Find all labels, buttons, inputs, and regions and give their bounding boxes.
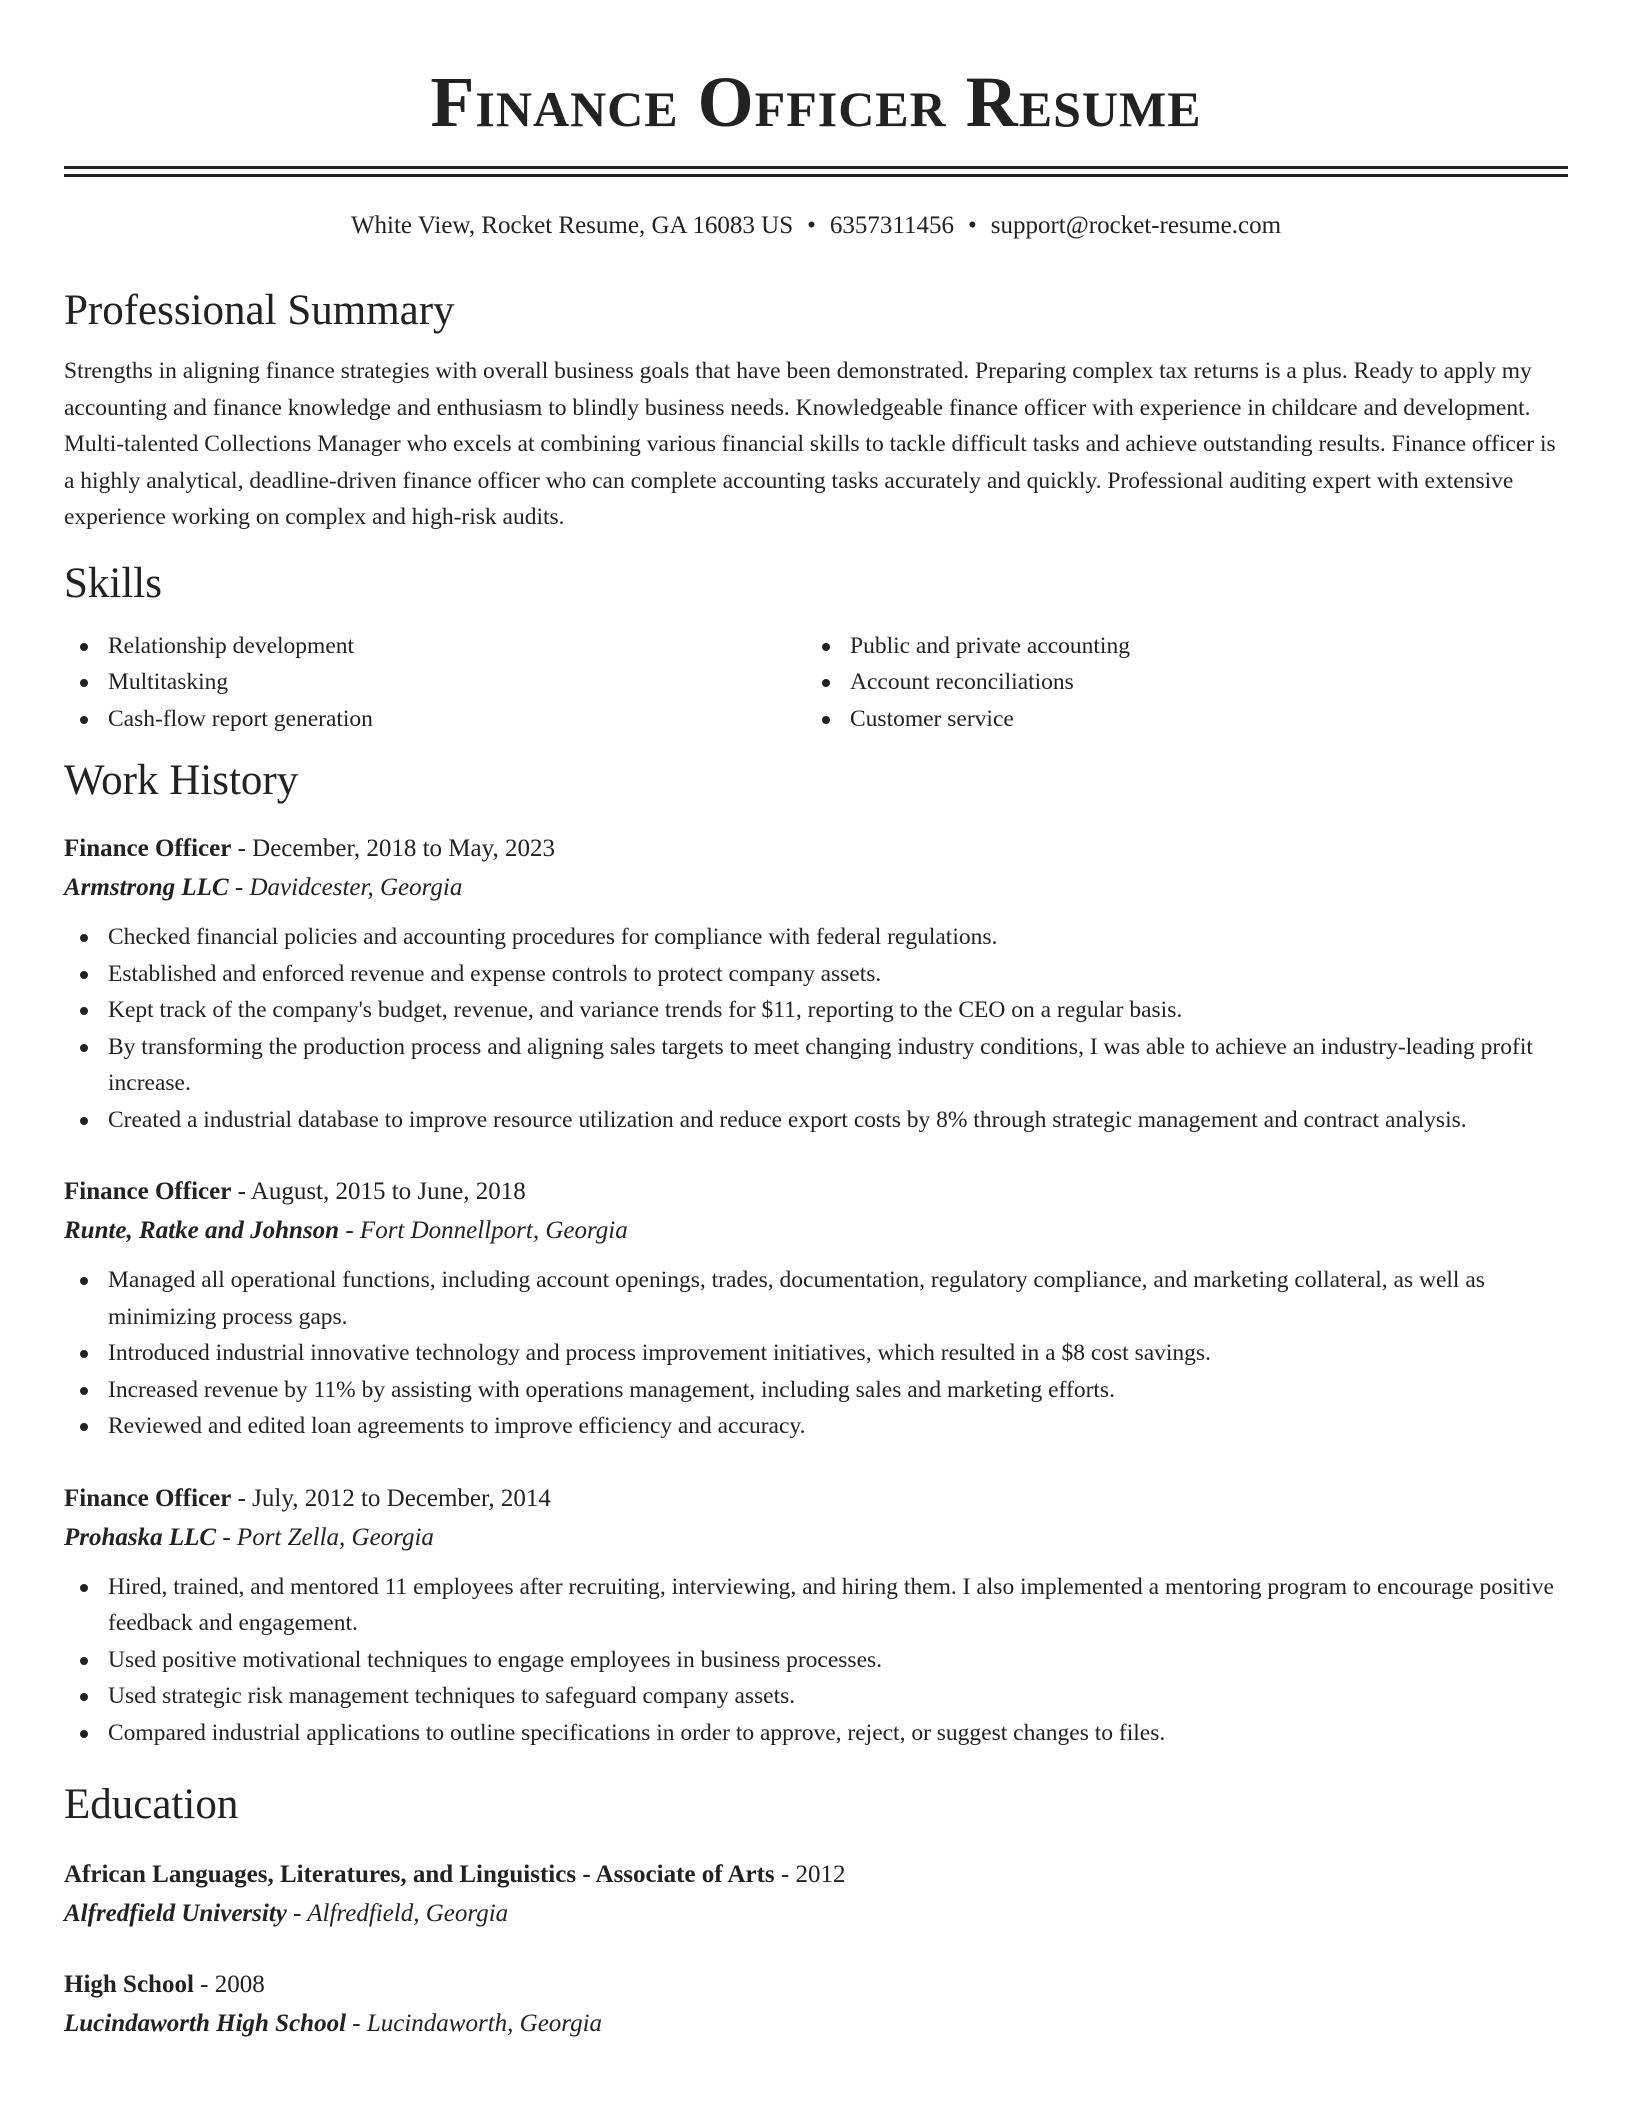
job-entry xyxy=(64,1172,1568,1445)
skills-column-left xyxy=(64,628,806,738)
contact-separator: • xyxy=(967,212,977,239)
job-title: Finance Officer xyxy=(64,1484,232,1512)
school-name: Lucindaworth High School xyxy=(64,2010,347,2037)
school-line xyxy=(64,2005,1568,2043)
degree-line xyxy=(64,1965,1568,2005)
company-line xyxy=(64,1212,1568,1250)
job-bullet: Used positive motivational techniques to engage employees in business processes. xyxy=(64,1642,1568,1679)
degree-year: - 2008 xyxy=(193,1971,265,1998)
degree: African Languages, Literatures, and Linguistics - Associate of Arts xyxy=(64,1861,775,1888)
degree-year: - 2012 xyxy=(774,1861,846,1888)
company-location: - Davidcester, Georgia xyxy=(228,874,463,901)
skills-list xyxy=(64,628,1568,738)
job-bullet: Managed all operational functions, including account openings, trades, documentation, regulatory compliance, and marketing collateral, as well as minimizing process gaps. xyxy=(64,1262,1568,1335)
job-bullet: Hired, trained, and mentored 11 employees after recruiting, interviewing, and hiring them. I also implemented a mentoring program to encourage positive feedback and engagement. xyxy=(64,1569,1568,1642)
school-location: - Lucindaworth, Georgia xyxy=(346,2010,603,2037)
job-entry xyxy=(64,829,1568,1138)
job-bullet: Created a industrial database to improve resource utilization and reduce export costs by 8% through strategic management and contract analysis. xyxy=(64,1102,1568,1139)
contact-phone: 6357311456 xyxy=(829,212,954,239)
skill-item: Public and private accounting xyxy=(806,628,1548,665)
job-bullets xyxy=(64,1262,1568,1445)
degree: High School xyxy=(64,1971,194,1998)
contact-email: support@rocket-resume.com xyxy=(990,212,1282,239)
job-bullet: Increased revenue by 11% by assisting with operations management, including sales and marketing efforts. xyxy=(64,1372,1568,1409)
degree-line xyxy=(64,1855,1568,1895)
summary-heading: Professional Summary xyxy=(64,287,455,334)
school-name: Alfredfield University xyxy=(64,1900,287,1927)
education-entry xyxy=(64,1855,1568,1933)
school-location: - Alfredfield, Georgia xyxy=(286,1900,509,1927)
job-title: Finance Officer xyxy=(64,1178,232,1205)
skill-item: Account reconciliations xyxy=(806,664,1548,701)
contact-separator: • xyxy=(807,212,816,239)
company-name: Prohaska LLC xyxy=(64,1523,217,1551)
job-title: Finance Officer xyxy=(64,835,232,862)
job-bullet: Kept track of the company's budget, revenue, and variance trends for $11, reporting to the CEO on a regular basis. xyxy=(64,992,1568,1029)
job-title-line xyxy=(64,829,1568,869)
education-heading: Education xyxy=(64,1781,239,1828)
summary-text: Strengths in aligning finance strategies with overall business goals that have been demonstrated. Preparing complex tax returns is a plus. Ready to apply my accounting and finance knowledge and enthusiasm to blindly business needs. Knowledgeable finance officer with experience in childcare and development. Multi-talented Collections Manager who excels at combining various financial skills to tackle difficult tasks and achieve outstanding results. Finance officer is a highly analytical, deadline-driven finance officer who can complete accounting tasks accurately and quickly. Professional auditing expert with extensive experience working on complex and high-risk audits. xyxy=(64,358,1556,530)
school-line xyxy=(64,1895,1568,1933)
company-line xyxy=(64,869,1568,907)
education-entry xyxy=(64,1965,1568,2043)
skills-column-right xyxy=(806,628,1548,738)
page-title: Finance Officer Resume xyxy=(430,62,1202,142)
job-bullet: Used strategic risk management techniques to safeguard company assets. xyxy=(64,1678,1568,1715)
job-dates: - December, 2018 to May, 2023 xyxy=(231,835,555,862)
skill-item: Cash-flow report generation xyxy=(64,701,806,738)
job-bullets xyxy=(64,919,1568,1138)
skills-heading: Skills xyxy=(64,559,162,607)
job-title-line xyxy=(64,1172,1568,1212)
title-double-rule xyxy=(64,166,1568,177)
job-bullet: Compared industrial applications to outline specifications in order to approve, reject, or suggest changes to files. xyxy=(64,1715,1568,1752)
job-title-line xyxy=(64,1479,1568,1519)
skill-item: Multitasking xyxy=(64,664,806,701)
company-location: - Port Zella, Georgia xyxy=(216,1523,434,1551)
job-bullet: Checked financial policies and accounting procedures for compliance with federal regulations. xyxy=(64,919,1568,956)
contact-line xyxy=(64,209,1568,243)
job-bullet: Introduced industrial innovative technology and process improvement initiatives, which resulted in a $8 cost savings. xyxy=(64,1335,1568,1372)
company-location: - Fort Donnellport, Georgia xyxy=(339,1217,628,1244)
job-bullet: Reviewed and edited loan agreements to improve efficiency and accuracy. xyxy=(64,1408,1568,1445)
job-bullet: Established and enforced revenue and expense controls to protect company assets. xyxy=(64,956,1568,993)
work-history-heading: Work History xyxy=(64,757,299,804)
job-entry xyxy=(64,1479,1568,1752)
contact-address: White View, Rocket Resume, GA 16083 US xyxy=(350,212,794,239)
company-name: Armstrong LLC xyxy=(64,874,229,901)
job-dates: - August, 2015 to June, 2018 xyxy=(231,1178,526,1205)
company-name: Runte, Ratke and Johnson xyxy=(64,1217,340,1244)
job-bullets xyxy=(64,1569,1568,1752)
company-line xyxy=(64,1519,1568,1557)
skill-item: Customer service xyxy=(806,701,1548,738)
job-bullet: By transforming the production process and aligning sales targets to meet changing industry conditions, I was able to achieve an industry-leading profit increase. xyxy=(64,1029,1568,1102)
skill-item: Relationship development xyxy=(64,628,806,665)
job-dates: - July, 2012 to December, 2014 xyxy=(231,1484,551,1512)
